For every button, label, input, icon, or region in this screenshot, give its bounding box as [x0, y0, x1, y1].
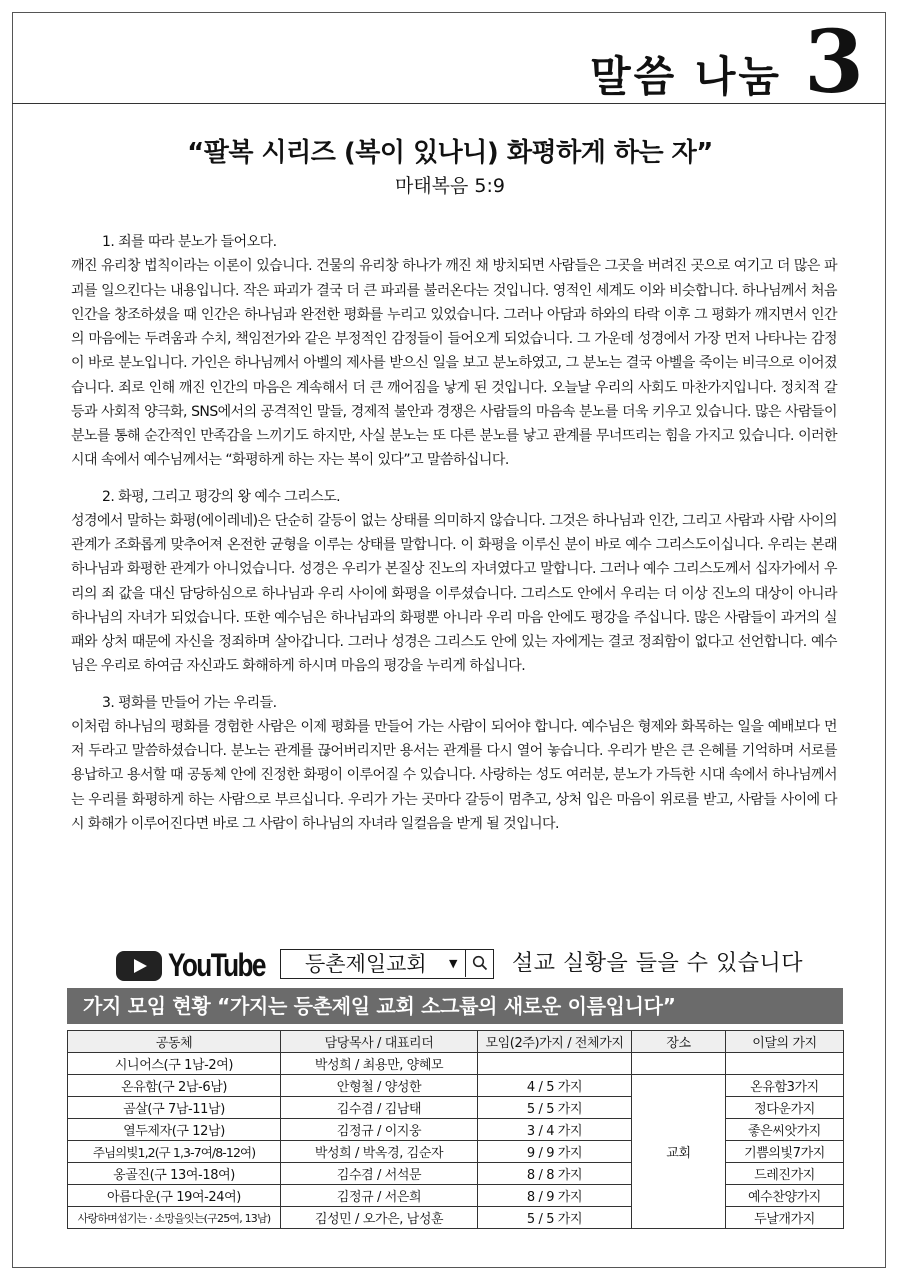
cell-leaders: 김성민 / 오가은, 남성훈 — [281, 1207, 478, 1229]
cell-branches: 4 / 5 가지 — [478, 1075, 632, 1097]
table-row — [68, 1141, 844, 1163]
header-title: 말씀 나눔 — [590, 52, 782, 101]
table-row — [68, 1097, 844, 1119]
section-heading: 1. 죄를 따라 분노가 들어오다. — [102, 234, 277, 250]
table-row — [68, 1075, 844, 1097]
cell-leaders: 김정규 / 서은희 — [281, 1185, 478, 1207]
cell-branch-of-month: 드레진가지 — [726, 1163, 844, 1185]
cell-branches: 5 / 5 가지 — [478, 1097, 632, 1119]
section-paragraph: 깨진 유리창 법칙이라는 이론이 있습니다. 건물의 유리창 하나가 깨진 채 방치되면 사람들은 그곳을 버려진 곳으로 여기고 더 많은 파괴를 일으킨다는 내용입니다. 작은 파괴가 결국 더 큰 파괴를 불러온다는 것입니다. 영적인 세계도 이와 비슷합니다. 하나님께서 처음 인간을 창조하셨을 때 인간은 하나님과 완전한 평화를 누리고 있었습니다. 그러나 아담과 하와의 타락 이후 그 평화가 깨지면서 인간의 마음에는 두려움과 수치, 책임전가와 같은 부정적인 감정들이 들어오게 되었습니다. 그 가운데 성경에서 가장 먼저 나타나는 감정이 바로 분노입니다. 가인은 하나님께서 아벨의 제사를 받으신 일을 보고 분노하였고, 그 분노는 결국 아벨을 죽이는 비극으로 이어졌습니다. 죄로 인해 깨진 인간의 마음은 계속해서 더 큰 깨어짐을 낳게 된 것입니다. 오늘날 우리의 사회도 마찬가지입니다. 정치적 갈등과 사회적 양극화, SNS에서의 공격적인 말들, 경제적 불안과 경쟁은 사람들의 마음속 분노를 더욱 키우고 있습니다. 많은 사람들이 분노를 통해 순간적인 만족감을 느끼기도 하지만, 사실 분노는 또 다른 분노를 낳고 관계를 무너뜨리는 힘을 가지고 있습니다. 이러한 시대 속에서 예수님께서는 “화평하게 하는 자는 복이 있다”고 말씀하십니다. — [71, 258, 837, 469]
cell-branch-of-month: 예수찬양가지 — [726, 1185, 844, 1207]
header-number: 3 — [804, 12, 864, 113]
cell-leaders: 안형철 / 양성한 — [281, 1075, 478, 1097]
sermon-reference: 마태복음 5:9 — [394, 175, 506, 197]
cell-branches — [478, 1053, 632, 1075]
column-header: 장소 — [632, 1031, 726, 1053]
column-header: 모임(2주)가지 / 전체가지 — [478, 1031, 632, 1053]
groups-table — [67, 1030, 844, 1229]
section-heading: 2. 화평, 그리고 평강의 왕 예수 그리스도. — [102, 488, 341, 505]
section-paragraph: 이처럼 하나님의 평화를 경험한 사람은 이제 평화를 만들어 가는 사람이 되어야 합니다. 예수님은 형제와 화목하는 일을 예배보다 먼저 두라고 말씀하셨습니다. 분노는 관계를 끊어버리지만 용서는 관계를 다시 열어 놓습니다. 우리가 받은 큰 은혜를 기억하며 서로를 용납하고 용서할 때 공동체 안에 진정한 화평이 이루어질 수 있습니다. 사랑하는 성도 여러분, 분노가 가득한 시대 속에서 하나님께서는 우리를 화평하게 하는 사람으로 부르십니다. 우리가 가는 곳마다 갈등이 멈추고, 상처 입은 마음이 위로를 받고, 사람들 사이에 다시 화해가 이루어진다면 바로 그 사람이 하나님의 자녀라 일컬음을 받게 될 것입니다. — [71, 718, 837, 832]
youtube-search-box[interactable] — [280, 949, 494, 979]
cell-branch-of-month: 기쁨의빛7가지 — [726, 1141, 844, 1163]
cell-community: 사랑하며섬기는 · 소망을잇는(구25여, 13남) — [68, 1207, 281, 1229]
cell-community: 온유함(구 2남-6남) — [68, 1075, 281, 1097]
cell-community: 열두제자(구 12남) — [68, 1119, 281, 1141]
cell-community: 아름다운(구 19여-24여) — [68, 1185, 281, 1207]
table-row — [68, 1053, 844, 1075]
youtube-caption: 설교 실황을 들을 수 있습니다 — [512, 951, 803, 976]
column-header: 이달의 가지 — [726, 1031, 844, 1053]
section-heading: 3. 평화를 만들어 가는 우리들. — [102, 694, 277, 711]
search-icon — [472, 955, 488, 971]
groups-banner: 가지 모임 현황 “가지는 등촌제일 교회 소그룹의 새로운 이름입니다” — [67, 988, 843, 1024]
cell-branches: 3 / 4 가지 — [478, 1119, 632, 1141]
cell-location: 교회 — [632, 1075, 726, 1229]
dropdown-arrow-icon[interactable]: ▼ — [449, 957, 458, 970]
cell-branches: 5 / 5 가지 — [478, 1207, 632, 1229]
cell-branches: 8 / 9 가지 — [478, 1185, 632, 1207]
cell-branches: 8 / 8 가지 — [478, 1163, 632, 1185]
table-header-row — [68, 1031, 844, 1053]
cell-leaders: 박성희 / 최용만, 양혜모 — [281, 1053, 478, 1075]
cell-branch-of-month: 정다운가지 — [726, 1097, 844, 1119]
youtube-logo-text: YouTube — [168, 947, 265, 983]
cell-location — [632, 1053, 726, 1075]
cell-leaders: 김수겸 / 서석문 — [281, 1163, 478, 1185]
column-header: 담당목사 / 대표리더 — [281, 1031, 478, 1053]
section-paragraph: 성경에서 말하는 화평(에이레네)은 단순히 갈등이 없는 상태를 의미하지 않습니다. 그것은 하나님과 인간, 그리고 사람과 사람 사이의 관계가 조화롭게 맞추어져 온전한 균형을 이루는 상태를 말합니다. 이 화평을 이루신 분이 바로 예수 그리스도이십니다. 우리는 본래 하나님과 화평한 관계가 아니었습니다. 성경은 우리가 본질상 진노의 자녀였다고 말합니다. 그러나 예수 그리스도께서 십자가에서 우리의 죄 값을 대신 담당하심으로 하나님과 우리 사이에 화평을 이루셨습니다. 그리스도 안에서 우리는 더 이상 진노의 대상이 아니라 하나님의 자녀가 되었습니다. 또한 예수님은 하나님과의 화평뿐 아니라 우리 마음 안에도 평강을 주십니다. 많은 사람들이 과거의 실패와 상처 때문에 자신을 정죄하며 살아갑니다. 그러나 성경은 그리스도 안에 있는 자에게는 결코 정죄함이 없다고 선언합니다. 예수님은 우리로 하여금 자신과도 화해하게 하시며 마음의 평강을 누리게 하십니다. — [71, 512, 837, 675]
cell-community: 주님의빛1,2(구 1,3-7여/8-12여) — [68, 1141, 281, 1163]
table-row — [68, 1119, 844, 1141]
cell-leaders: 김수겸 / 김남태 — [281, 1097, 478, 1119]
table-row — [68, 1207, 844, 1229]
cell-branch-of-month — [726, 1053, 844, 1075]
page-header — [12, 12, 886, 113]
cell-branch-of-month: 두날개가지 — [726, 1207, 844, 1229]
cell-community: 옹골진(구 13여-18여) — [68, 1163, 281, 1185]
cell-branch-of-month: 온유함3가지 — [726, 1075, 844, 1097]
cell-leaders: 박성희 / 박옥경, 김순자 — [281, 1141, 478, 1163]
cell-community: 곰살(구 7남-11남) — [68, 1097, 281, 1119]
sermon-title: “팔복 시리즈 (복이 있나니) 화평하게 하는 자” — [187, 138, 713, 168]
youtube-bar — [116, 946, 816, 984]
cell-branch-of-month: 좋은씨앗가지 — [726, 1119, 844, 1141]
sermon-body — [71, 230, 837, 848]
search-query: 등촌제일교회 — [305, 952, 427, 976]
cell-branches: 9 / 9 가지 — [478, 1141, 632, 1163]
column-header: 공동체 — [68, 1031, 281, 1053]
play-icon — [116, 951, 162, 981]
cell-community: 시니어스(구 1남-2여) — [68, 1053, 281, 1075]
search-button[interactable] — [465, 950, 493, 977]
table-row — [68, 1185, 844, 1207]
cell-leaders: 김정규 / 이지웅 — [281, 1119, 478, 1141]
table-row — [68, 1163, 844, 1185]
